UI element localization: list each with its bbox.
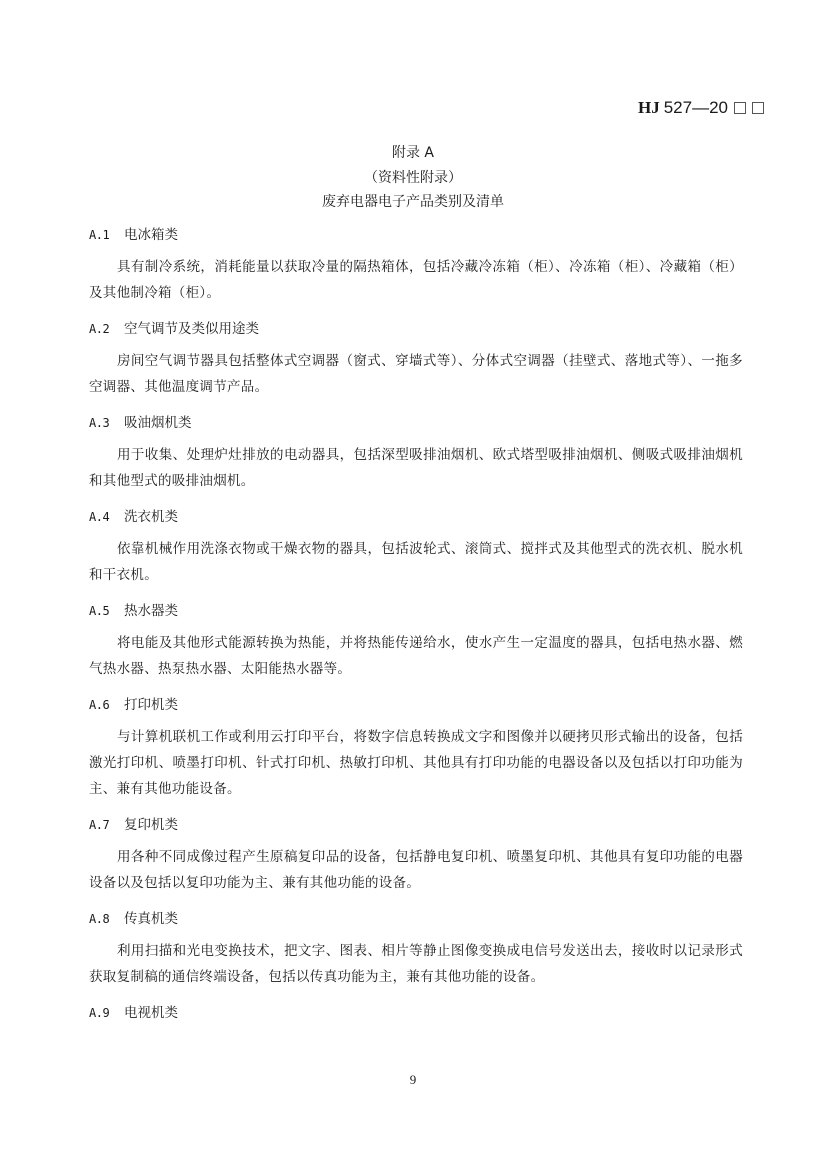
section-title: 空气调节及类似用途类	[124, 321, 259, 337]
appendix-title-block	[0, 141, 826, 215]
section-number: A.3	[89, 416, 110, 430]
standard-code	[638, 98, 764, 118]
section-body: 利用扫描和光电变换技术，把文字、图表、相片等静止图像变换成电信号发送出去，接收时以记录形式获取复制稿的通信终端设备，包括以传真功能为主，兼有其他功能的设备。	[89, 943, 743, 985]
section-number: A.1	[89, 228, 110, 242]
section-heading	[89, 318, 743, 340]
section-number: A.4	[89, 510, 110, 524]
section-a6	[89, 694, 743, 802]
section-number: A.6	[89, 698, 110, 712]
section-number: A.9	[89, 1006, 110, 1020]
section-title: 热水器类	[124, 603, 178, 619]
section-title: 复印机类	[124, 817, 178, 833]
section-heading	[89, 224, 743, 246]
section-a2	[89, 318, 743, 400]
standard-prefix: HJ	[637, 98, 660, 117]
section-title: 打印机类	[124, 697, 178, 713]
section-title: 电视机类	[124, 1005, 178, 1021]
appendix-type: （资料性附录）	[364, 169, 462, 186]
section-a5	[89, 600, 743, 682]
appendix-label: 附录 A	[391, 145, 435, 161]
section-heading	[89, 694, 743, 716]
page-number: 9	[409, 1072, 417, 1087]
section-body: 房间空气调节器具包括整体式空调器（窗式、穿墙式等）、分体式空调器（挂壁式、落地式等）、一拖多空调器、其他温度调节产品。	[89, 353, 743, 395]
section-a3	[89, 412, 743, 494]
section-number: A.8	[89, 912, 110, 926]
section-body: 用于收集、处理炉灶排放的电动器具，包括深型吸排油烟机、欧式塔型吸排油烟机、侧吸式吸排油烟机和其他型式的吸排油烟机。	[89, 447, 743, 489]
section-heading	[89, 412, 743, 434]
section-heading	[89, 1002, 743, 1024]
section-body: 将电能及其他形式能源转换为热能，并将热能传递给水，使水产生一定温度的器具，包括电热水器、燃气热水器、热泵热水器、太阳能热水器等。	[89, 635, 743, 677]
section-heading	[89, 814, 743, 836]
section-a4	[89, 506, 743, 588]
section-number: A.7	[89, 818, 110, 832]
section-body: 用各种不同成像过程产生原稿复印品的设备，包括静电复印机、喷墨复印机、其他具有复印功能的电器设备以及包括以复印功能为主、兼有其他功能的设备。	[89, 849, 743, 891]
section-a9	[89, 1002, 743, 1024]
section-heading	[89, 600, 743, 622]
section-a8	[89, 908, 743, 990]
section-heading	[89, 506, 743, 528]
standard-number: 527—20	[663, 98, 728, 117]
section-title: 电冰箱类	[124, 227, 178, 243]
section-number: A.2	[89, 322, 110, 336]
appendix-name: 废弃电器电子产品类别及清单	[322, 194, 504, 210]
section-body: 与计算机联机工作或利用云打印平台，将数字信息转换成文字和图像并以硬拷贝形式输出的设备，包括激光打印机、喷墨打印机、针式打印机、热敏打印机、其他具有打印功能的电器设备以及包括以打印功能为主、兼有其他功能设备。	[89, 729, 743, 797]
section-title: 洗衣机类	[124, 509, 178, 525]
section-a7	[89, 814, 743, 896]
document-body	[89, 224, 743, 1024]
section-number: A.5	[89, 604, 110, 618]
placeholder-box-icon	[734, 102, 746, 114]
placeholder-box-icon	[752, 102, 764, 114]
section-title: 吸油烟机类	[124, 415, 192, 431]
section-a1	[89, 224, 743, 306]
section-body: 依靠机械作用洗涤衣物或干燥衣物的器具，包括波轮式、滚筒式、搅拌式及其他型式的洗衣机、脱水机和干衣机。	[89, 541, 743, 583]
section-heading	[89, 908, 743, 930]
section-body: 具有制冷系统，消耗能量以获取冷量的隔热箱体，包括冷藏冷冻箱（柜）、冷冻箱（柜）、冷藏箱（柜）及其他制冷箱（柜）。	[89, 259, 743, 301]
section-title: 传真机类	[124, 911, 178, 927]
